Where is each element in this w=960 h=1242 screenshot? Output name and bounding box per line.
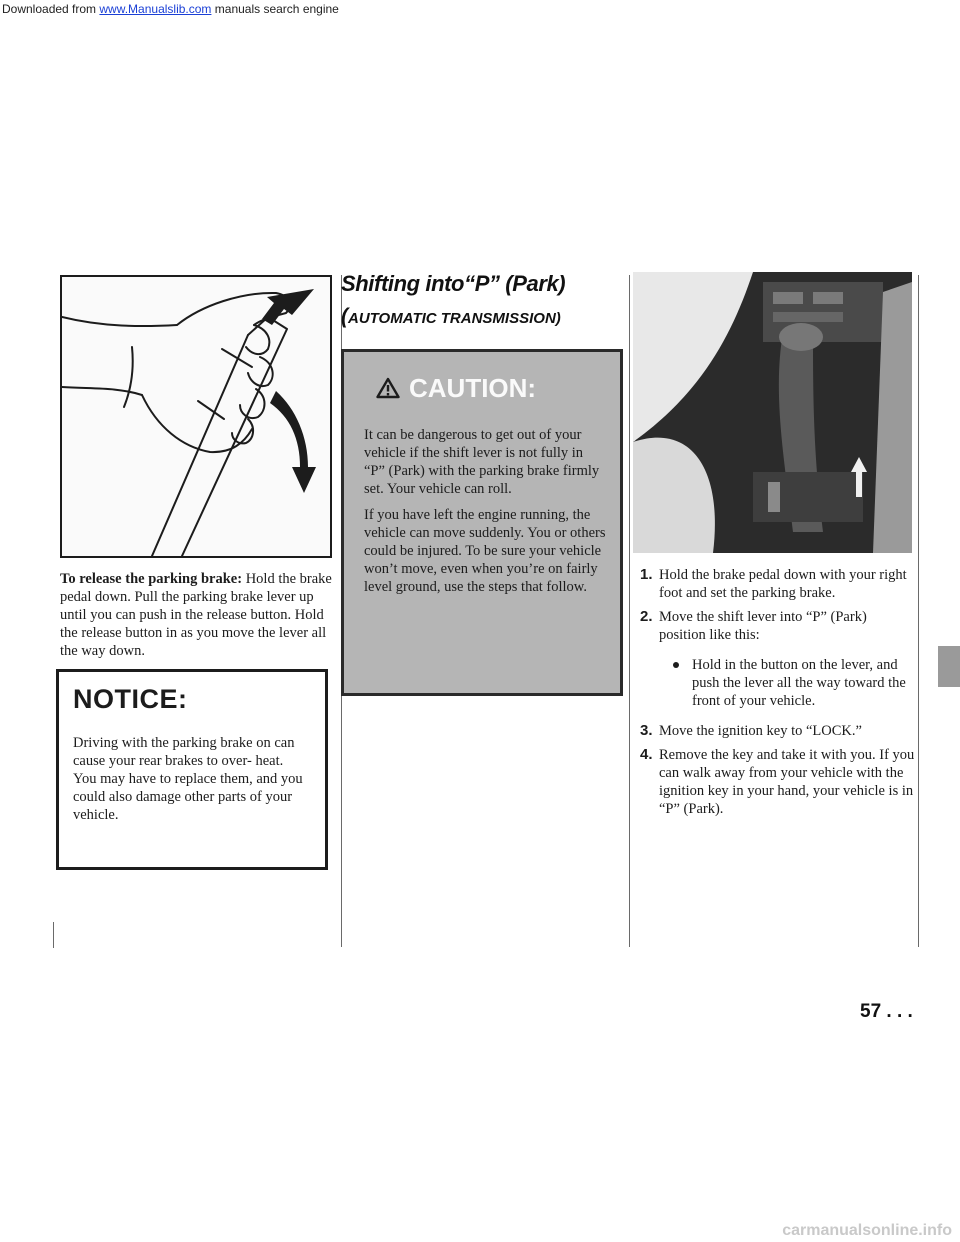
step-number: 3. <box>640 722 653 739</box>
watermark: carmanualsonline.info <box>782 1222 952 1239</box>
column-divider-2 <box>629 275 630 947</box>
parking-brake-illustration <box>60 275 332 558</box>
notice-box <box>56 669 328 870</box>
bullet-text: Hold in the button on the lever, and push the lever all the way toward the front of your vehicle. <box>692 657 906 709</box>
subheading-text: AUTOMATIC TRANSMISSION) <box>348 310 561 327</box>
column-divider-right <box>918 275 919 947</box>
step-bullet <box>659 656 915 710</box>
section-tab-marker <box>938 646 960 687</box>
subheading-paren: ( <box>341 305 348 328</box>
bullet-dot-icon <box>673 662 679 668</box>
banner-suffix: manuals search engine <box>211 2 339 16</box>
warning-triangle-icon <box>376 377 400 399</box>
caution-paragraph-2: If you have left the engine running, the vehicle can move suddenly. You or others could be injured. To be sure your vehicle won’t move, even when you’re on fairly level ground, use the steps that follow. <box>364 507 606 595</box>
release-text: Hold the brake pedal down. Pull the parking brake lever up until you can push in the release button. Hold the release button in as you move the lever all the way down. <box>60 571 332 659</box>
release-paragraph <box>60 570 332 660</box>
step-text: Remove the key and take it with you. If you can walk away from your vehicle with the ignition key in your hand, your vehicle is in “P” (Park). <box>659 747 915 817</box>
caution-paragraph-1: It can be dangerous to get out of your vehicle if the shift lever is not fully in “P” (Park) with the parking brake firmly set. Your vehicle can roll. <box>364 427 600 497</box>
release-lead: To release the parking brake: <box>60 571 243 587</box>
notice-text: Driving with the parking brake on can cause your rear brakes to over- heat. You may have to replace them, and you could also damage other parts of your vehicle. <box>73 735 303 823</box>
down-arrow-shape <box>270 391 316 493</box>
step-number: 2. <box>640 608 653 625</box>
manualslib-link[interactable]: www.Manualslib.com <box>99 2 212 16</box>
step-number: 1. <box>640 566 653 583</box>
step-text: Hold the brake pedal down with your right foot and set the parking brake. <box>659 567 907 601</box>
caution-title: CAUTION: <box>409 373 537 403</box>
section-subheading <box>341 305 561 329</box>
step-item <box>640 722 915 740</box>
caution-header <box>376 374 620 402</box>
parking-steps-list <box>640 566 915 824</box>
download-banner <box>0 0 960 18</box>
banner-prefix: Downloaded from <box>2 2 100 16</box>
step-number: 4. <box>640 746 653 763</box>
step-item <box>640 608 915 710</box>
notice-title: NOTICE: <box>73 684 188 714</box>
step-text: Move the shift lever into “P” (Park) position like this: <box>659 609 867 643</box>
step-text: Move the ignition key to “LOCK.” <box>659 723 862 739</box>
step-item <box>640 746 915 818</box>
shift-lever-photo <box>633 272 912 553</box>
column-divider-left <box>53 922 54 948</box>
step-item <box>640 566 915 602</box>
shift-lever-photo-icon <box>633 272 912 553</box>
page-number: 57 . . . <box>860 1001 913 1022</box>
caution-box <box>341 349 623 696</box>
section-heading: Shifting into“P” (Park) <box>341 271 566 296</box>
hand-pulling-brake-lever-icon <box>62 277 330 556</box>
up-arrow-shape <box>262 289 314 325</box>
